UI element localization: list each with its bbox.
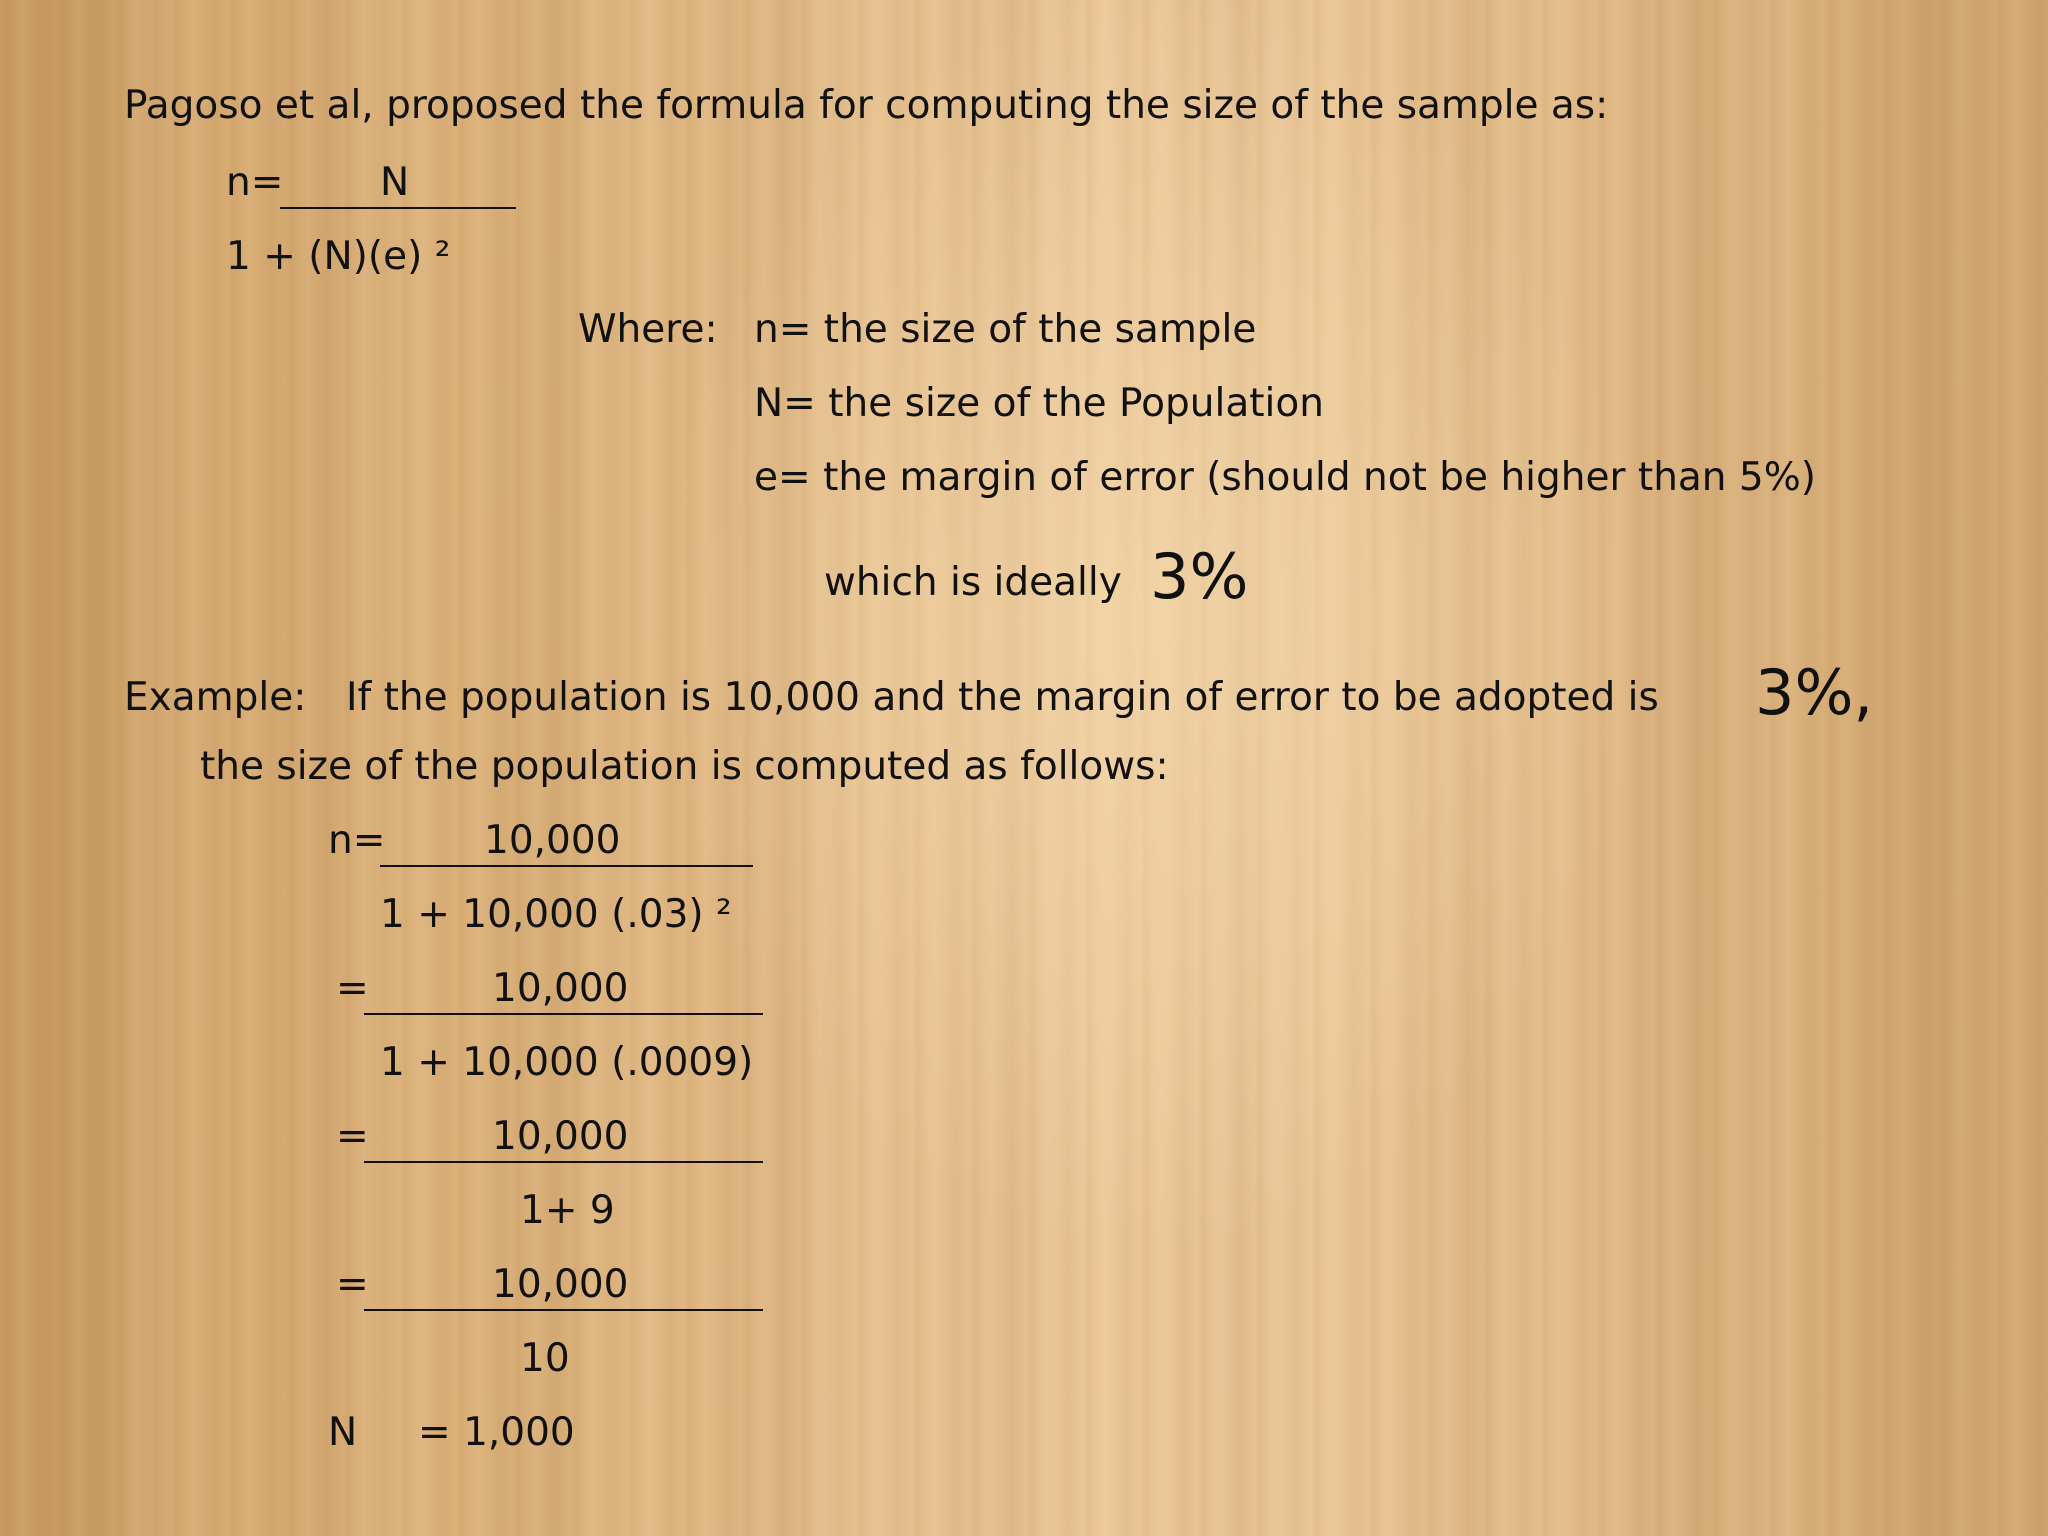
definition-e: e= the margin of error (should not be higher than 5%) bbox=[754, 455, 1817, 500]
step-numerator: 10,000 bbox=[484, 818, 621, 863]
formula-lhs: n= bbox=[226, 160, 284, 205]
example-line1: If the population is 10,000 and the margin of error to be adopted is bbox=[346, 675, 1659, 720]
definition-N: N= the size of the Population bbox=[754, 381, 1324, 426]
step-denominator: 1+ 9 bbox=[520, 1188, 615, 1233]
step-denominator: 1 + 10,000 (.0009) bbox=[380, 1040, 754, 1085]
result-lhs: N bbox=[328, 1410, 358, 1455]
formula-denominator: 1 + (N)(e) ² bbox=[226, 234, 451, 279]
ideal-value: 3% bbox=[1150, 540, 1249, 613]
ideal-prefix: which is ideally bbox=[824, 560, 1122, 605]
step-lhs: = bbox=[336, 1114, 369, 1159]
step-fraction-bar bbox=[364, 1013, 763, 1015]
step-lhs: = bbox=[336, 966, 369, 1011]
step-fraction-bar bbox=[364, 1309, 763, 1311]
example-line2: the size of the population is computed as follows: bbox=[200, 744, 1169, 789]
step-numerator: 10,000 bbox=[492, 1114, 629, 1159]
formula-fraction-bar bbox=[280, 207, 516, 209]
step-lhs: n= bbox=[328, 818, 386, 863]
example-label: Example: bbox=[124, 675, 307, 720]
result-value: = 1,000 bbox=[418, 1410, 575, 1455]
step-denominator: 1 + 10,000 (.03) ² bbox=[380, 892, 732, 937]
step-fraction-bar bbox=[364, 1161, 763, 1163]
where-label: Where: bbox=[578, 307, 718, 352]
step-denominator: 10 bbox=[520, 1336, 570, 1381]
example-line1-value: 3%, bbox=[1755, 656, 1874, 729]
definition-n: n= the size of the sample bbox=[754, 307, 1257, 352]
intro-text: Pagoso et al, proposed the formula for computing the size of the sample as: bbox=[124, 83, 1609, 128]
formula-numerator: N bbox=[380, 160, 410, 205]
step-numerator: 10,000 bbox=[492, 966, 629, 1011]
step-fraction-bar bbox=[380, 865, 753, 867]
step-lhs: = bbox=[336, 1262, 369, 1307]
step-numerator: 10,000 bbox=[492, 1262, 629, 1307]
